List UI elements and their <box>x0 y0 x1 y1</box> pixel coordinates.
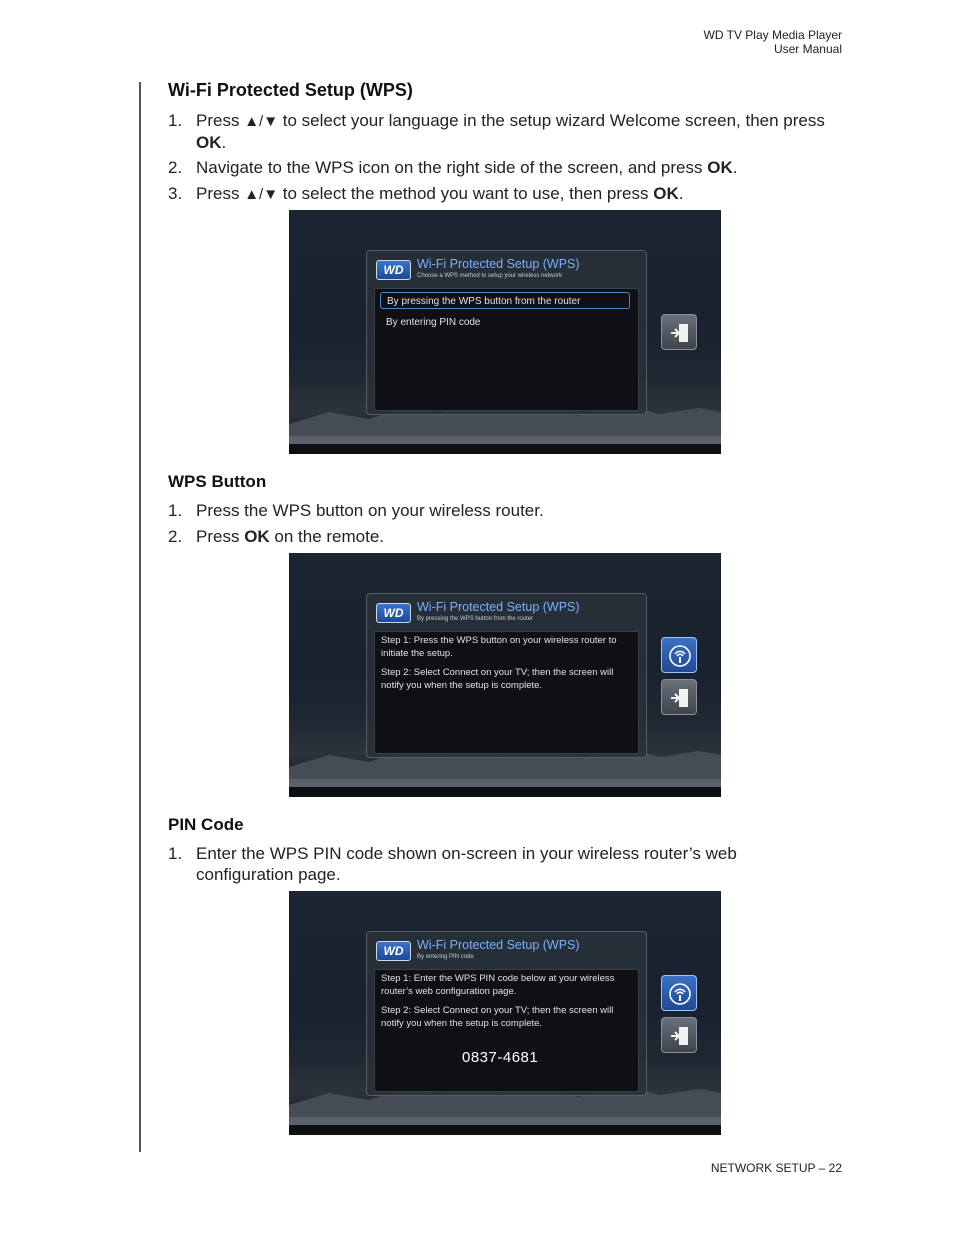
wps-signal-icon <box>662 976 698 1012</box>
step-item: 2. Press OK on the remote. <box>168 527 385 546</box>
screenshot-pin-code <box>289 891 721 1135</box>
exit-door-icon <box>662 1018 698 1054</box>
screenshot-wps-button <box>289 553 721 797</box>
page-header <box>704 28 843 56</box>
step-item: 3. Press ▲/▼ to select the method you want to use, then press OK. <box>168 184 684 203</box>
page-footer: NETWORK SETUP – 22 <box>710 1161 842 1175</box>
instruction-step-2: Step 2: Select Connect on your TV; then the screen will notify you when the setup is complete. <box>381 1005 614 1029</box>
dialog-title: Wi-Fi Protected Setup (WPS) <box>417 600 580 614</box>
wps-signal-icon <box>662 638 698 674</box>
wd-logo: WD <box>376 941 411 961</box>
up-down-arrow-icon: ▲/▼ <box>244 113 279 130</box>
pin-code-value: 0837-4681 <box>462 1049 539 1066</box>
dialog-title: Wi-Fi Protected Setup (WPS) <box>417 257 580 271</box>
instruction-step-2: Step 2: Select Connect on your TV; then the screen will notify you when the setup is complete. <box>381 667 614 691</box>
margin-rule <box>139 82 141 1152</box>
section-title: Wi-Fi Protected Setup (WPS) <box>168 80 413 100</box>
exit-button[interactable] <box>661 1017 697 1053</box>
exit-door-icon <box>662 315 698 351</box>
subsection-title-wps-button: WPS Button <box>168 472 267 491</box>
screenshot-wps-method <box>289 210 721 454</box>
exit-button[interactable] <box>661 679 697 715</box>
step-item: 2. Navigate to the WPS icon on the right side of the screen, and press OK. <box>168 158 738 177</box>
wd-logo: WD <box>376 260 411 280</box>
dialog-subtitle: By pressing the WPS button from the router <box>417 616 534 622</box>
dialog-subtitle: Choose a WPS method to setup your wireless network <box>417 273 563 279</box>
step-item: 1. Press the WPS button on your wireless router. <box>168 501 544 520</box>
dialog-title: Wi-Fi Protected Setup (WPS) <box>417 938 580 952</box>
header-doc: User Manual <box>773 42 842 56</box>
option-wps-button[interactable]: By pressing the WPS button from the router <box>380 292 630 309</box>
subsection-title-pin-code: PIN Code <box>168 815 244 834</box>
step-item: 1. Press ▲/▼ to select your language in the setup wizard Welcome screen, then press OK. <box>168 111 825 152</box>
instruction-step-1: Step 1: Enter the WPS PIN code below at your wireless router’s web configuration page. <box>381 973 615 997</box>
step-item: 1. Enter the WPS PIN code shown on-screen in your wireless router’s web configuration page. <box>168 844 737 884</box>
instruction-step-1: Step 1: Press the WPS button on your wireless router to initiate the setup. <box>381 635 617 659</box>
wps-button[interactable] <box>661 637 697 673</box>
wps-button[interactable] <box>661 975 697 1011</box>
exit-door-icon <box>662 680 698 716</box>
exit-button[interactable] <box>661 314 697 350</box>
up-down-arrow-icon: ▲/▼ <box>244 186 279 203</box>
wd-logo: WD <box>376 603 411 623</box>
header-product: WD TV Play Media Player <box>703 28 842 42</box>
dialog-subtitle: By entering PIN code <box>417 954 474 960</box>
option-pin-code[interactable]: By entering PIN code <box>386 317 481 328</box>
